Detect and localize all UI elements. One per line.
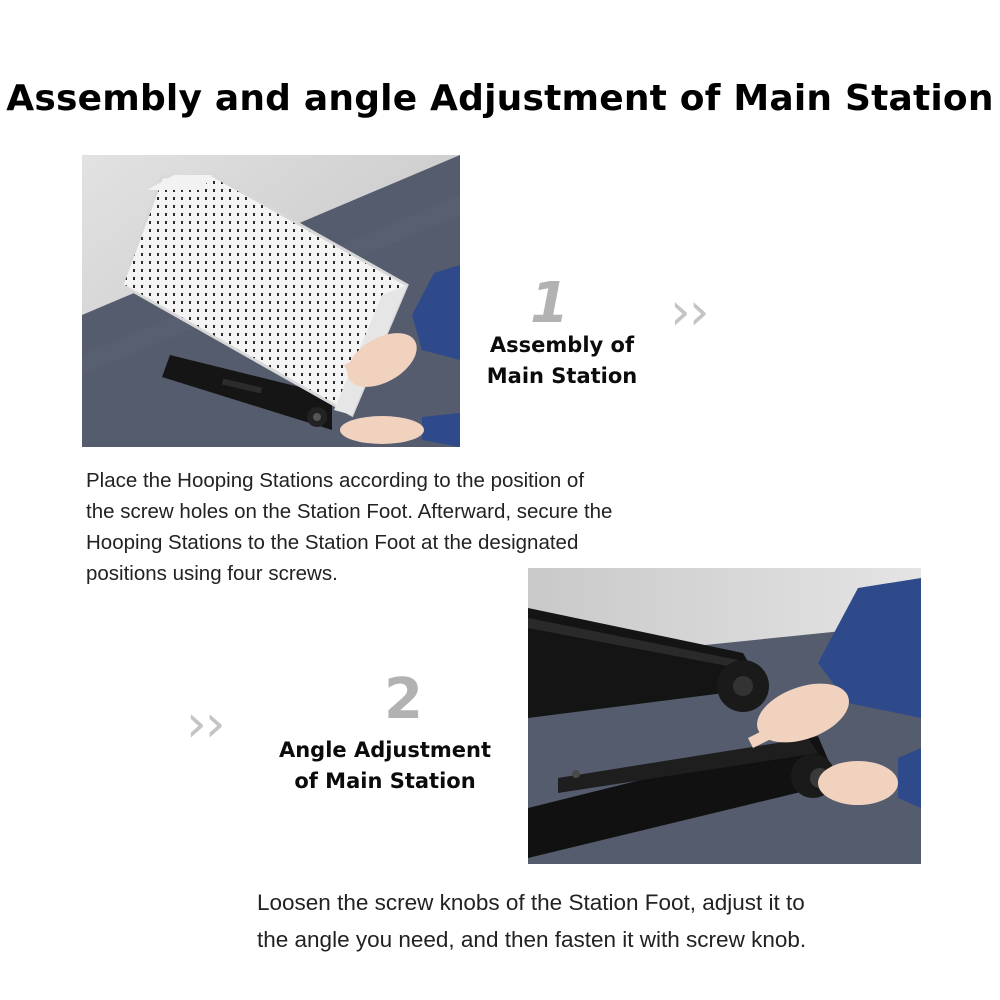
- assembly-photo: [82, 155, 460, 447]
- step1-label-line2: Main Station: [486, 364, 638, 388]
- step1-description-line: Place the Hooping Stations according to the position of: [86, 469, 585, 492]
- chevron-right-icon: ››: [186, 694, 224, 754]
- step1-label-line1: Assembly of: [489, 333, 635, 357]
- step1-description-line: the screw holes on the Station Foot. Afterward, secure the: [86, 500, 613, 523]
- step2-label-line1: Angle Adjustment: [278, 738, 492, 762]
- chevron-right-icon: ››: [670, 282, 708, 342]
- step2-description-line: Loosen the screw knobs of the Station Foot, adjust it to: [257, 890, 805, 915]
- step1-description-line: Hooping Stations to the Station Foot at the designated: [86, 531, 579, 554]
- page-title: Assembly and angle Adjustment of Main Station: [6, 78, 994, 119]
- step2-label: [270, 735, 500, 797]
- step-number-2: 2: [384, 667, 423, 732]
- step2-description: [257, 884, 957, 958]
- step1-description-line: positions using four screws.: [86, 562, 338, 585]
- step1-label: [482, 330, 642, 392]
- step2-label-line2: of Main Station: [294, 769, 476, 793]
- step-number-1: 1: [530, 271, 569, 336]
- angle-adjustment-photo: [528, 568, 921, 864]
- step2-description-line: the angle you need, and then fasten it with screw knob.: [257, 927, 807, 952]
